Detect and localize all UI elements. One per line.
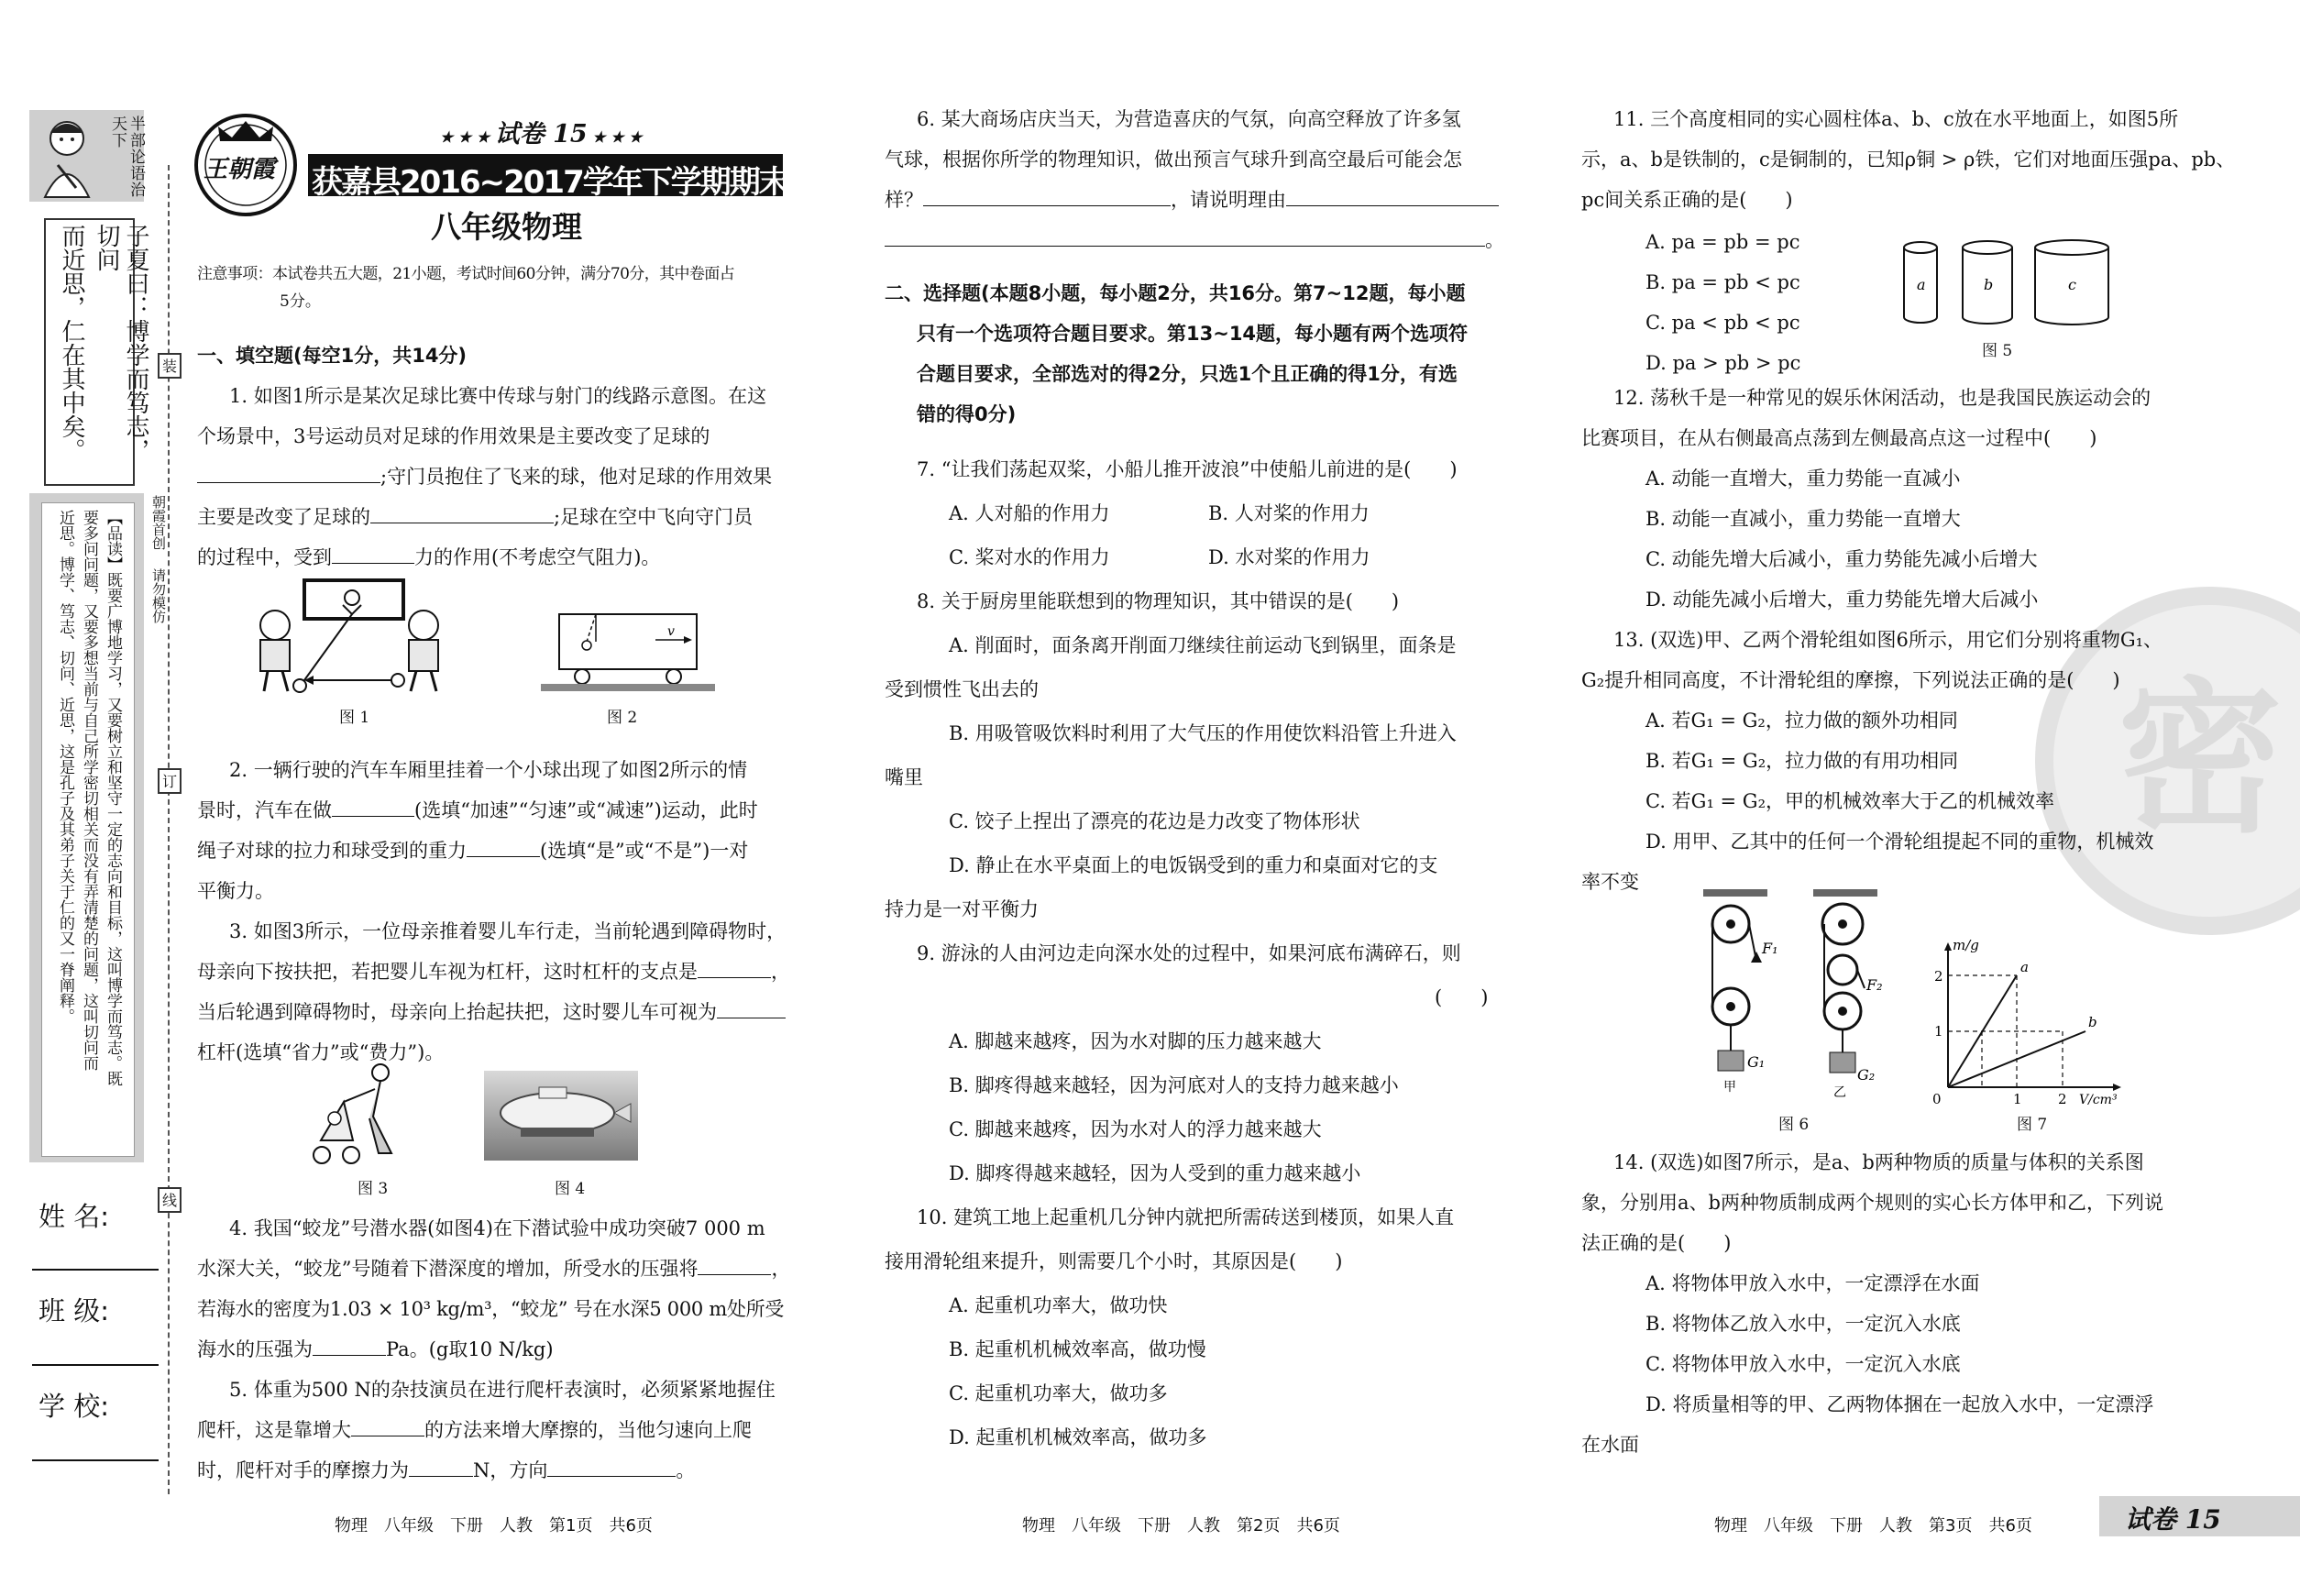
q13-line1: 13. (双选)甲、乙两个滑轮组如图6所示，用它们分别将重物G₁、 (1613, 629, 2163, 651)
q1-text6: 的过程中，受到 (197, 546, 332, 568)
q2-text4: (选填“是”或“不是”)一对 (540, 840, 749, 862)
q10-option-d[interactable]: D. 起重机机械效率高，做功多 (949, 1426, 1207, 1448)
q13-option-a[interactable]: A. 若G₁ = G₂，拉力做的额外功相同 (1645, 710, 1958, 732)
q13-option-c[interactable]: C. 若G₁ = G₂，甲的机械效率大于乙的机械效率 (1645, 790, 2055, 812)
q5-line2 (197, 1410, 752, 1450)
q3-text1: 母亲向下按扶把，若把婴儿车视为杠杆，这时杠杆的支点是 (197, 961, 698, 983)
copyright-b: 请勿模仿 (150, 568, 167, 623)
q3-text3: 当后轮遇到障碍物时，母亲向上抬起扶把，这时婴儿车可视为 (197, 1001, 717, 1023)
q3-line4: 杠杆(选填“省力”或“费力”)。 (197, 1041, 445, 1063)
school-label: 学 校: (39, 1391, 109, 1422)
footer-page-3: 物理 八年级 下册 人教 第3页 共6页 (1714, 1516, 2032, 1535)
q8-option-b[interactable]: B. 用吸管吸饮料时利用了大气压的作用使饮料沿管上升进入 (949, 722, 1457, 744)
q1-text4: 主要是改变了足球的 (197, 506, 370, 528)
section2-line2: 只有一个选项符合题目要求。第13~14题，每小题有两个选项符 (917, 323, 1469, 345)
exam-title-text: 获嘉县2016~2017学年下学期期末试卷 (312, 164, 847, 201)
q2-blank1[interactable] (332, 792, 414, 817)
q7-option-a[interactable]: A. 人对船的作用力 (949, 502, 1110, 524)
q1-text7: 力的作用(不考虑空气阻力)。 (414, 546, 661, 568)
q8-option-b-cont: 嘴里 (885, 766, 923, 788)
q8-option-d-cont: 持力是一对平衡力 (885, 898, 1039, 920)
q1-line5 (197, 537, 660, 578)
q14-option-b[interactable]: B. 将物体乙放入水中，一定沉入水底 (1645, 1313, 1961, 1335)
q9-option-d[interactable]: D. 脚疼得越来越轻，因为人受到的重力越来越小 (949, 1162, 1361, 1184)
footer-page-2: 物理 八年级 下册 人教 第2页 共6页 (1022, 1516, 1340, 1535)
graph-line-a-label: a (2020, 959, 2029, 975)
q14-option-c[interactable]: C. 将物体甲放入水中，一定沉入水底 (1645, 1353, 1961, 1375)
q6-blank3[interactable] (885, 222, 1485, 247)
q13-option-b[interactable]: B. 若G₁ = G₂，拉力做的有用功相同 (1645, 750, 1959, 772)
q10-option-b[interactable]: B. 起重机机械效率高，做功慢 (949, 1338, 1206, 1360)
figure-4-caption: 图 4 (555, 1180, 586, 1198)
q1-line4 (197, 497, 753, 537)
q2-line4: 平衡力。 (197, 880, 274, 902)
q3-text2: ， (771, 961, 790, 983)
q9-option-a[interactable]: A. 脚越来越疼，因为水对脚的压力越来越大 (949, 1030, 1322, 1052)
q2-blank2[interactable] (467, 832, 540, 857)
q2-text2: (选填“加速”“匀速”或“减速”)运动，此时 (414, 799, 758, 821)
notice-2: 5分。 (280, 292, 321, 311)
q5-line1: 5. 体重为500 N的杂技演员在进行爬杆表演时，必须紧紧地握住 (229, 1379, 776, 1401)
star-left-icon: ★ ★ ★ (440, 128, 495, 146)
q10-option-c[interactable]: C. 起重机功率大，做功多 (949, 1382, 1168, 1404)
q9-paren: ( ) (1435, 986, 1489, 1008)
pindu-col3: 近思。博学、笃志、切问、近思，这是孔子及其弟子关于仁的又一脊阐释。 (56, 510, 74, 1024)
figure-4-submarine (484, 1071, 638, 1161)
q14-line2: 象，分别用a、b两种物质制成两个规则的实心长方体甲和乙，下列说 (1581, 1192, 2163, 1214)
q4-line2 (197, 1249, 790, 1289)
figure-7-graph (1925, 935, 2127, 1109)
q12-line1: 12. 荡秋千是一种常见的娱乐休闲活动，也是我国民族运动会的 (1613, 387, 2151, 409)
q11-option-a[interactable]: A. pa = pb = pc (1645, 231, 1800, 253)
q14-line3: 法正确的是( ) (1581, 1232, 1732, 1254)
pulley-label-g1: G₁ (1747, 1053, 1766, 1071)
q1-text5: ;足球在空中飞向守门员 (554, 506, 754, 528)
q4-blank2[interactable] (313, 1331, 386, 1356)
q7-option-c[interactable]: C. 桨对水的作用力 (949, 546, 1110, 568)
class-label: 班 级: (39, 1295, 109, 1326)
q5-blank1[interactable] (351, 1412, 424, 1436)
q6-text2: ，请说明理由 (1171, 189, 1286, 211)
q3-blank2[interactable] (717, 994, 786, 1018)
q7-option-b[interactable]: B. 人对桨的作用力 (1208, 502, 1370, 524)
q11-line3: pc间关系正确的是( ) (1581, 189, 1793, 211)
logo-text: 王朝霞 (204, 156, 276, 183)
q5-text5: 。 (676, 1459, 696, 1481)
section2-line1: 二、选择题(本题8小题，每小题2分，共16分。第7~12题，每小题 (885, 282, 1466, 304)
q12-option-c[interactable]: C. 动能先增大后减小，重力势能先减小后增大 (1645, 548, 2038, 570)
pindu-col2: 要多问问题，又要多想当前与自己所学密切相关而没有弄清楚的问题，这叫切问而 (80, 510, 98, 1071)
q6-blank2[interactable] (1286, 182, 1499, 206)
q14-option-d[interactable]: D. 将质量相等的甲、乙两物体捆在一起放入水中，一定漂浮 (1645, 1393, 2154, 1415)
figure-1-caption: 图 1 (339, 709, 370, 727)
q5-text1: 爬杆，这是靠增大 (197, 1419, 351, 1441)
graph-ytick-2: 2 (1934, 968, 1943, 985)
q1-blank3[interactable] (332, 539, 414, 564)
pulley-label-jia: 甲 (1723, 1080, 1736, 1095)
q11-option-d[interactable]: D. pa > pb > pc (1645, 352, 1801, 374)
q1-line2: 个场景中，3号运动员对足球的作用效果是主要改变了足球的 (197, 425, 710, 447)
q4-text4: Pa。(g取10 N/kg) (386, 1338, 554, 1360)
figure-1-soccer (240, 578, 460, 697)
q12-option-a[interactable]: A. 动能一直增大，重力势能一直减小 (1645, 468, 1961, 490)
q9-option-b[interactable]: B. 脚疼得越来越轻，因为河底对人的支持力越来越小 (949, 1074, 1399, 1096)
q6-line2: 气球，根据你所学的物理知识，做出预言气球升到高空最后可能会怎 (885, 149, 1462, 171)
graph-ytick-1: 1 (1934, 1023, 1943, 1040)
q8-option-c[interactable]: C. 饺子上捏出了漂亮的花边是力改变了物体形状 (949, 810, 1360, 832)
q7-option-d[interactable]: D. 水对桨的作用力 (1208, 546, 1370, 568)
pulley-label-f2: F₂ (1866, 976, 1883, 994)
q8-option-a-cont: 受到惯性飞出去的 (885, 678, 1039, 700)
graph-xtick-2: 2 (2058, 1091, 2067, 1107)
figure-3-stroller (307, 1062, 435, 1170)
q2-text3: 绳子对球的拉力和球受到的重力 (197, 840, 467, 862)
name-label: 姓 名: (39, 1201, 109, 1232)
q13-option-d-cont: 率不变 (1581, 871, 1639, 893)
svg-text:v: v (667, 624, 675, 639)
q2-line3 (197, 831, 748, 871)
q12-option-b[interactable]: B. 动能一直减小，重力势能一直增大 (1645, 508, 1961, 530)
subject-title: 八年级物理 (431, 209, 582, 245)
notice: 注意事项：本试卷共五大题，21小题，考试时间60分钟，满分70分，其中卷面占 (197, 265, 735, 283)
q6-line3 (885, 180, 1499, 220)
footer-page-1: 物理 八年级 下册 人教 第1页 共6页 (335, 1516, 653, 1535)
q8-option-d[interactable]: D. 静止在水平桌面上的电饭锅受到的重力和桌面对它的支 (949, 854, 1438, 876)
graph-xtick-1: 1 (2013, 1091, 2022, 1107)
svg-text:密: 密 (2118, 662, 2283, 855)
quote-col2: 而近思，仁在其中矣。 (58, 224, 85, 462)
q11-line1: 11. 三个高度相同的实心圆柱体a、b、c放在水平地面上，如图5所 (1613, 108, 2179, 130)
cylinder-label-a: a (1917, 276, 1926, 293)
section2-line3: 合题目要求，全部选对的得2分，只选1个且正确的得1分，有选 (917, 363, 1458, 385)
q12-line2: 比赛项目，在从右侧最高点荡到左侧最高点这一过程中( ) (1581, 427, 2097, 449)
pulley-label-g2: G₂ (1857, 1066, 1876, 1084)
graph-xlabel: V/cm³ (2079, 1093, 2118, 1107)
q10-line1: 10. 建筑工地上起重机几分钟内就把所需砖送到楼顶，如果人直 (917, 1206, 1455, 1228)
q6-text1: 样？ (885, 189, 923, 211)
q4-line3: 若海水的密度为1.03 × 10³ kg/m³，“蛟龙” 号在水深5 000 m处所受 (197, 1298, 785, 1320)
q4-text1: 水深大关，“蛟龙”号随着下潜深度的增加，所受水的压强将 (197, 1258, 699, 1280)
figure-2-cart (536, 605, 720, 697)
footer-paper-tag: 试卷 15 (2125, 1504, 2221, 1535)
q1-line3 (197, 457, 772, 497)
q2-line2 (197, 790, 758, 831)
q11-line2: 示，a、b是铁制的，c是铜制的，已知ρ铜 > ρ铁，它们对地面压强pa、pb、 (1581, 149, 2236, 171)
q8-stem: 8. 关于厨房里能联想到的物理知识，其中错误的是( ) (917, 590, 1400, 612)
q11-option-b[interactable]: B. pa = pb < pc (1645, 271, 1800, 293)
motto-text: 半部论语治天下 (108, 116, 145, 198)
pulley-label-f1: F₁ (1762, 940, 1778, 957)
q3-line1: 3. 如图3所示，一位母亲推着婴儿车行走，当前轮遇到障碍物时， (229, 920, 787, 942)
cut-mark-1: 装 (158, 353, 182, 379)
figure-5-cylinders (1898, 237, 2136, 328)
q6-line1: 6. 某大商场店庆当天，为营造喜庆的气氛，向高空释放了许多氢 (917, 108, 1461, 130)
q4-line1: 4. 我国“蛟龙”号潜水器(如图4)在下潜试验中成功突破7 000 m (229, 1217, 765, 1239)
q5-line3 (197, 1450, 695, 1491)
q10-option-a[interactable]: A. 起重机功率大，做功快 (949, 1294, 1168, 1316)
figure-6-caption: 图 6 (1778, 1116, 1810, 1134)
q1-line1: 1. 如图1所示是某次足球比赛中传球与射门的线路示意图。在这 (229, 385, 767, 407)
cylinder-label-c: c (2068, 276, 2076, 293)
q3-blank1[interactable] (698, 953, 771, 978)
q1-text3: ;守门员抱住了飞来的球，他对足球的作用效果 (380, 466, 773, 488)
q4-text3: 海水的压强为 (197, 1338, 313, 1360)
class-field[interactable] (32, 1364, 159, 1366)
q4-line4 (197, 1329, 554, 1370)
cut-mark-2: 订 (158, 768, 182, 794)
q14-option-a[interactable]: A. 将物体甲放入水中，一定漂浮在水面 (1645, 1272, 1980, 1294)
paper-tag (440, 114, 642, 149)
q5-text3: 时，爬杆对手的摩擦力为 (197, 1459, 409, 1481)
q11-option-c[interactable]: C. pa < pb < pc (1645, 312, 1800, 334)
q5-blank3[interactable] (547, 1452, 676, 1477)
star-right-icon: ★ ★ ★ (587, 128, 643, 146)
q1-blank2[interactable] (370, 499, 554, 523)
q12-option-d[interactable]: D. 动能先减小后增大，重力势能先增大后减小 (1645, 589, 2039, 611)
pulley-label-yi: 乙 (1833, 1085, 1846, 1100)
figure-6-pulleys (1696, 887, 1883, 1107)
copyright-a: 朝霞首创 (150, 495, 167, 550)
q9-stem: 9. 游泳的人由河边走向深水处的过程中，如果河底布满碎石，则 (917, 942, 1461, 964)
q6-line4 (885, 220, 1504, 260)
q3-line2 (197, 952, 790, 992)
q2-line1: 2. 一辆行驶的汽车车厢里挂着一个小球出现了如图2所示的情 (229, 759, 748, 781)
quote-col1: 子夏曰：博学而笃志，切问 (93, 224, 149, 462)
figure-7-caption: 图 7 (2017, 1116, 2048, 1134)
q5-text4: N，方向 (473, 1459, 548, 1481)
q9-option-c[interactable]: C. 脚越来越疼，因为水对人的浮力越来越大 (949, 1118, 1322, 1140)
pindu-col1: 【品读】既要广博地学习，又要树立和坚守一定的志向和目标，这叫博学而笃志。既 (104, 510, 122, 1086)
q13-option-d[interactable]: D. 用甲、乙其中的任何一个滑轮组提起不同的重物，机械效 (1645, 831, 2154, 853)
graph-line-b-label: b (2088, 1014, 2097, 1030)
q6-blank1[interactable] (923, 182, 1171, 206)
cut-mark-3: 线 (158, 1187, 182, 1213)
section1-title: 一、填空题(每空1分，共14分) (197, 345, 468, 367)
figure-5-caption: 图 5 (1982, 342, 2013, 360)
figure-3-caption: 图 3 (358, 1180, 389, 1198)
graph-xtick-0: 0 (1932, 1091, 1942, 1107)
figure-2-caption: 图 2 (607, 709, 638, 727)
q4-blank1[interactable] (698, 1250, 771, 1275)
school-field[interactable] (32, 1459, 159, 1461)
q7-stem: 7. “让我们荡起双桨，小船儿推开波浪”中使船儿前进的是( ) (917, 458, 1458, 480)
name-field[interactable] (32, 1269, 159, 1271)
q13-line2: G₂提升相同高度，不计滑轮组的摩擦，下列说法正确的是( ) (1581, 669, 2120, 691)
q4-text2: ， (771, 1258, 791, 1280)
paper-tag-label: 试卷 15 (494, 120, 588, 149)
q6-text3: 。 (1485, 229, 1504, 251)
q1-blank1[interactable] (197, 458, 380, 483)
q8-option-a[interactable]: A. 削面时，面条离开削面刀继续往前运动飞到锅里，面条是 (949, 634, 1457, 656)
q3-line3 (197, 992, 786, 1032)
q5-text2: 的方法来增大摩擦的，当他匀速向上爬 (424, 1419, 752, 1441)
q14-line1: 14. (双选)如图7所示，是a、b两种物质的质量与体积的关系图 (1613, 1151, 2144, 1173)
graph-ylabel: m/g (1953, 937, 1979, 953)
q5-blank2[interactable] (409, 1452, 473, 1477)
confucius-figure (32, 115, 104, 202)
q2-text1: 景时，汽车在做 (197, 799, 332, 821)
cylinder-label-b: b (1984, 276, 1994, 293)
q10-line2: 接用滑轮组来提升，则需要几个小时，其原因是( ) (885, 1250, 1343, 1272)
q14-option-d-cont: 在水面 (1581, 1434, 1639, 1456)
section2-line4: 错的得0分) (917, 403, 1017, 425)
